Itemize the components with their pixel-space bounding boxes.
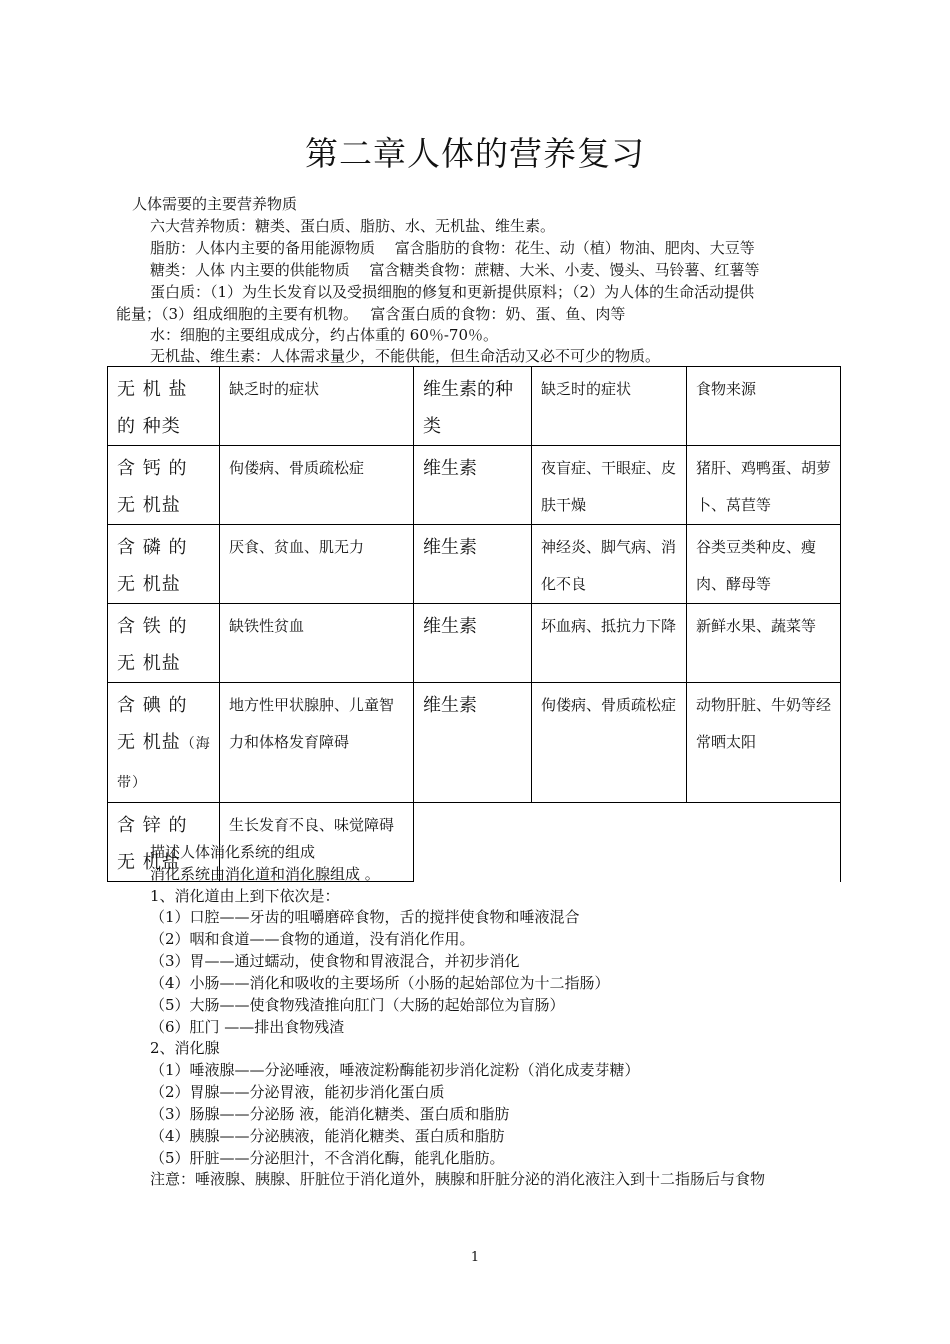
gland-item: （2）胃腺——分泌胃液，能初步消化蛋白质 — [150, 1083, 445, 1101]
tract-item: （6）肛门 ——排出食物残渣 — [150, 1018, 345, 1036]
mineral-symptom-cell: 地方性甲状腺肿、儿童智力和体格发育障碍 — [220, 683, 414, 803]
mineral-symptom-cell: 厌食、贫血、肌无力 — [220, 525, 414, 604]
mineral-note: （海带） — [117, 736, 211, 791]
page-title: 第二章人体的营养复习 — [305, 134, 645, 173]
vitamin-cell: 维生素 — [414, 683, 532, 803]
vitamin-symptom-cell: 佝偻病、骨质疏松症 — [532, 683, 687, 803]
table-header-row — [108, 367, 841, 446]
protein-line-1: 蛋白质：（1）为生长发育以及受损细胞的修复和更新提供原料；（2）为人体的生命活动提供 — [150, 283, 755, 301]
header-vitamin: 维生素的种类 — [414, 367, 532, 446]
tract-item: （4）小肠——消化和吸收的主要场所（小肠的起始部位为十二指肠） — [150, 974, 610, 992]
table-row — [108, 525, 841, 604]
food-source-cell: 谷类豆类种皮、瘦肉、酵母等 — [687, 525, 841, 604]
vitamin-symptom-cell: 夜盲症、干眼症、皮肤干燥 — [532, 446, 687, 525]
glands-title: 2、消化腺 — [150, 1039, 220, 1057]
vitamin-cell: 维生素 — [414, 604, 532, 683]
intro-heading: 人体需要的主要营养物质 — [132, 195, 298, 213]
empty-cell — [414, 803, 841, 882]
mineral-symptom-cell: 生长发育不良、味觉障碍 — [220, 803, 414, 882]
gland-item: （5）肝脏——分泌胆汁，不含消化酶，能乳化脂肪。 — [150, 1149, 505, 1167]
digestion-note: 注意：唾液腺、胰腺、肝脏位于消化道外，胰腺和肝脏分泌的消化液注入到十二指肠后与食物 — [150, 1170, 766, 1188]
mineral-cell: 含 铁 的 无 机盐 — [108, 604, 220, 683]
mineral-symptom-cell: 佝偻病、骨质疏松症 — [220, 446, 414, 525]
table-row — [108, 446, 841, 525]
mineral-cell — [108, 683, 220, 803]
food-source-cell: 新鲜水果、蔬菜等 — [687, 604, 841, 683]
digestion-heading: 描述人体消化系统的组成 — [150, 843, 316, 861]
gland-item: （1）唾液腺——分泌唾液，唾液淀粉酶能初步消化淀粉（消化成麦芽糖） — [150, 1061, 640, 1079]
table-row — [108, 683, 841, 803]
page-number: 1 — [470, 1250, 480, 1265]
minerals-line: 无机盐、维生素：人体需求量少，不能供能，但生命活动又必不可少的物质。 — [150, 347, 661, 365]
food-source-cell: 猪肝、鸡鸭蛋、胡萝卜、莴苣等 — [687, 446, 841, 525]
header-mineral: 无 机 盐 的 种类 — [108, 367, 220, 446]
fat-line: 脂肪：人体内主要的备用能源物质 富含脂肪的食物：花生、动（植）物油、肥肉、大豆等 — [150, 239, 755, 257]
vitamin-symptom-cell: 神经炎、脚气病、消化不良 — [532, 525, 687, 604]
mineral-name: 含 碘 的 无 机盐 — [117, 695, 188, 753]
header-food-source: 食物来源 — [687, 367, 841, 446]
gland-item: （4）胰腺——分泌胰液，能消化糖类、蛋白质和脂肪 — [150, 1127, 505, 1145]
tract-title: 1、消化道由上到下依次是： — [150, 887, 340, 905]
vitamin-cell: 维生素 — [414, 446, 532, 525]
tract-item: （3）胃——通过蠕动，使食物和胃液混合，并初步消化 — [150, 952, 520, 970]
mineral-cell: 含 磷 的 无 机盐 — [108, 525, 220, 604]
table-row — [108, 604, 841, 683]
water-line: 水：细胞的主要组成成分，约占体重的 60％-70％。 — [150, 326, 499, 344]
food-source-cell: 动物肝脏、牛奶等经常晒太阳 — [687, 683, 841, 803]
header-vitamin-symptom: 缺乏时的症状 — [532, 367, 687, 446]
mineral-cell: 含 锌 的 无 机盐 — [108, 803, 220, 882]
vitamin-symptom-cell: 坏血病、抵抗力下降 — [532, 604, 687, 683]
mineral-cell: 含 钙 的 无 机盐 — [108, 446, 220, 525]
protein-line-2: 能量；（3）组成细胞的主要有机物。 富含蛋白质的食物：奶、蛋、鱼、肉等 — [116, 305, 626, 323]
tract-item: （1）口腔——牙齿的咀嚼磨碎食物，舌的搅拌使食物和唾液混合 — [150, 908, 580, 926]
nutrition-table — [107, 366, 841, 882]
digestion-summary: 消化系统由消化道和消化腺组成 。 — [150, 865, 380, 883]
vitamin-cell: 维生素 — [414, 525, 532, 604]
six-nutrients: 六大营养物质：糖类、蛋白质、脂肪、水、无机盐、维生素。 — [150, 217, 556, 235]
sugar-line: 糖类：人体 内主要的供能物质 富含糖类食物：蔗糖、大米、小麦、馒头、马铃薯、红薯等 — [150, 261, 760, 279]
tract-item: （5）大肠——使食物残渣推向肛门（大肠的起始部位为盲肠） — [150, 996, 565, 1014]
tract-item: （2）咽和食道——食物的通道，没有消化作用。 — [150, 930, 475, 948]
header-mineral-symptom: 缺乏时的症状 — [220, 367, 414, 446]
gland-item: （3）肠腺——分泌肠 液，能消化糖类、蛋白质和脂肪 — [150, 1105, 510, 1123]
mineral-symptom-cell: 缺铁性贫血 — [220, 604, 414, 683]
